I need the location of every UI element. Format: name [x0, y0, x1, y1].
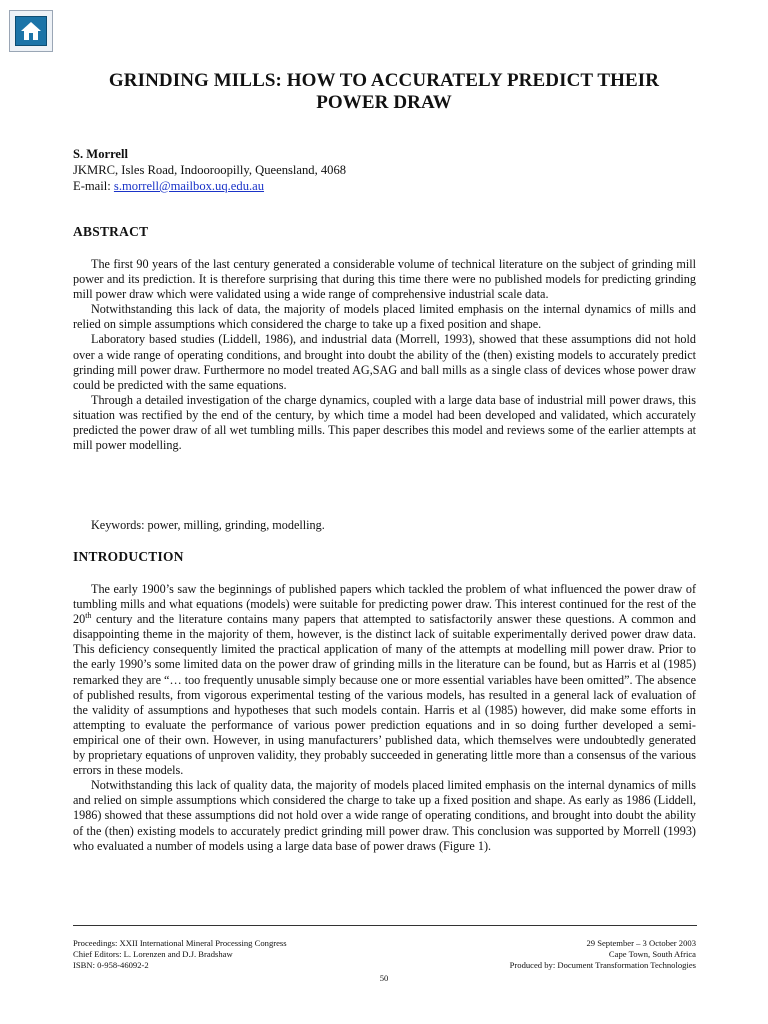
abstract-paragraph: Notwithstanding this lack of data, the majority of models placed limited emphasis on the internal dynamics of mills and relied on simple assumptions which considered the charge to take up a fixed position and shape. — [73, 302, 696, 332]
abstract-paragraph: Laboratory based studies (Liddell, 1986), and industrial data (Morrell, 1993), showed that these assumptions did not hold over a wide range of operating conditions, and brought into doubt the ability of the (then) existing models to accurately predict grinding mill power draw. Furthermore no model treated AG,SAG and ball mills as a single class of devices whose power draw could be predicted with the same equations. — [73, 332, 696, 392]
email-label: E-mail: — [73, 179, 114, 193]
introduction-heading: INTRODUCTION — [73, 549, 184, 564]
author-affiliation: JKMRC, Isles Road, Indooroopilly, Queensland, 4068 — [73, 163, 347, 177]
author-block — [73, 146, 346, 194]
footer-dates: 29 September – 3 October 2003 — [586, 938, 696, 948]
footer-producer: Produced by: Document Transformation Technologies — [509, 960, 696, 970]
abstract-heading: ABSTRACT — [73, 224, 149, 239]
email-link[interactable]: s.morrell@mailbox.uq.edu.au — [113, 179, 265, 193]
footer-editors: Chief Editors: L. Lorenzen and D.J. Bradshaw — [73, 949, 233, 959]
author-email-line — [73, 178, 346, 194]
home-button[interactable] — [9, 10, 53, 52]
introduction-body — [73, 582, 696, 854]
footer-isbn: ISBN: 0-958-46092-2 — [73, 960, 149, 970]
intro-text-b: century and the literature contains many papers that attempted to satisfactorily answer these questions. A common and disappointing theme in the majority of them, however, is the distinct lack of suitable experimentally derived power draw data. This deficiency consequently limited the practical application of many of the attempts at modelling mill power draw. Prior to the early 1990’s some limited data on the power draw of grinding mills in the literature can be found, but as Harris et al (1985) remarked they are “… too frequently unusable simply because one or more essential variables have been omitted”. The absence of published results, from vigorous experimental testing of the various models, has resulted in a general lack of evaluation of the validity of assumptions and hypotheses that such models contain. Harris et al (1985) however, did make some efforts in attempting to evaluate the performance of various power prediction equations and in so doing further developed a semi-empirical one of their own. However, in using manufacturers’ published data, which themselves were undoubtedly generated by proprietary equations of unproven validity, they probably succeeded in generating little more than a consensus of the various errors in these models. — [73, 612, 696, 778]
introduction-paragraph — [73, 582, 696, 778]
superscript-th: th — [85, 611, 92, 621]
intro-text-a: The early 1900’s saw the beginnings of published papers which tackled the problem of what influenced the power draw of tumbling mills and what equations (models) were suitable for predicting power draw. This interest continued for the rest of the 20 — [73, 582, 696, 627]
paper-title: GRINDING MILLS: HOW TO ACCURATELY PREDICT THEIR POWER DRAW — [108, 70, 660, 113]
abstract-paragraph: Through a detailed investigation of the charge dynamics, coupled with a large data base of industrial mill power draws, this situation was rectified by the end of the century, by which time a model had been developed and validated, which accurately predicted the power draw of all wet tumbling mills. This paper describes this model and reviews some of the earlier attempts at mill power modelling. — [73, 392, 696, 453]
home-icon — [15, 16, 47, 46]
introduction-paragraph: Notwithstanding this lack of quality data, the majority of models placed limited emphasis on the internal dynamics of mills and relied on simple assumptions which considered the charge to take up a fixed position and shape. As early as 1986 (Liddell, 1986) showed that these assumptions did not hold over a wide range of operating conditions, and brought into doubt the ability of the (then) existing models to accurately predict grinding mill power draw. This conclusion was supported by Morrell (1993) who evaluated a number of models using a large data base of power draws (Figure 1). — [73, 778, 696, 853]
page-number: 50 — [379, 973, 389, 983]
footer-divider — [73, 925, 697, 926]
abstract-body — [73, 257, 696, 453]
footer-proceedings: Proceedings: XXII International Mineral Processing Congress — [73, 938, 287, 948]
footer-location: Cape Town, South Africa — [608, 949, 696, 959]
footer-right — [510, 938, 696, 971]
footer-left — [73, 938, 287, 971]
keywords: Keywords: power, milling, grinding, modelling. — [91, 518, 325, 532]
author-name: S. Morrell — [73, 147, 129, 161]
abstract-paragraph: The first 90 years of the last century generated a considerable volume of technical literature on the subject of grinding mill power and its prediction. It is therefore surprising that during this time there were no published models for predicting grinding mill power draw which were validated using a wide range of comprehensive industrial scale data. — [73, 257, 696, 302]
